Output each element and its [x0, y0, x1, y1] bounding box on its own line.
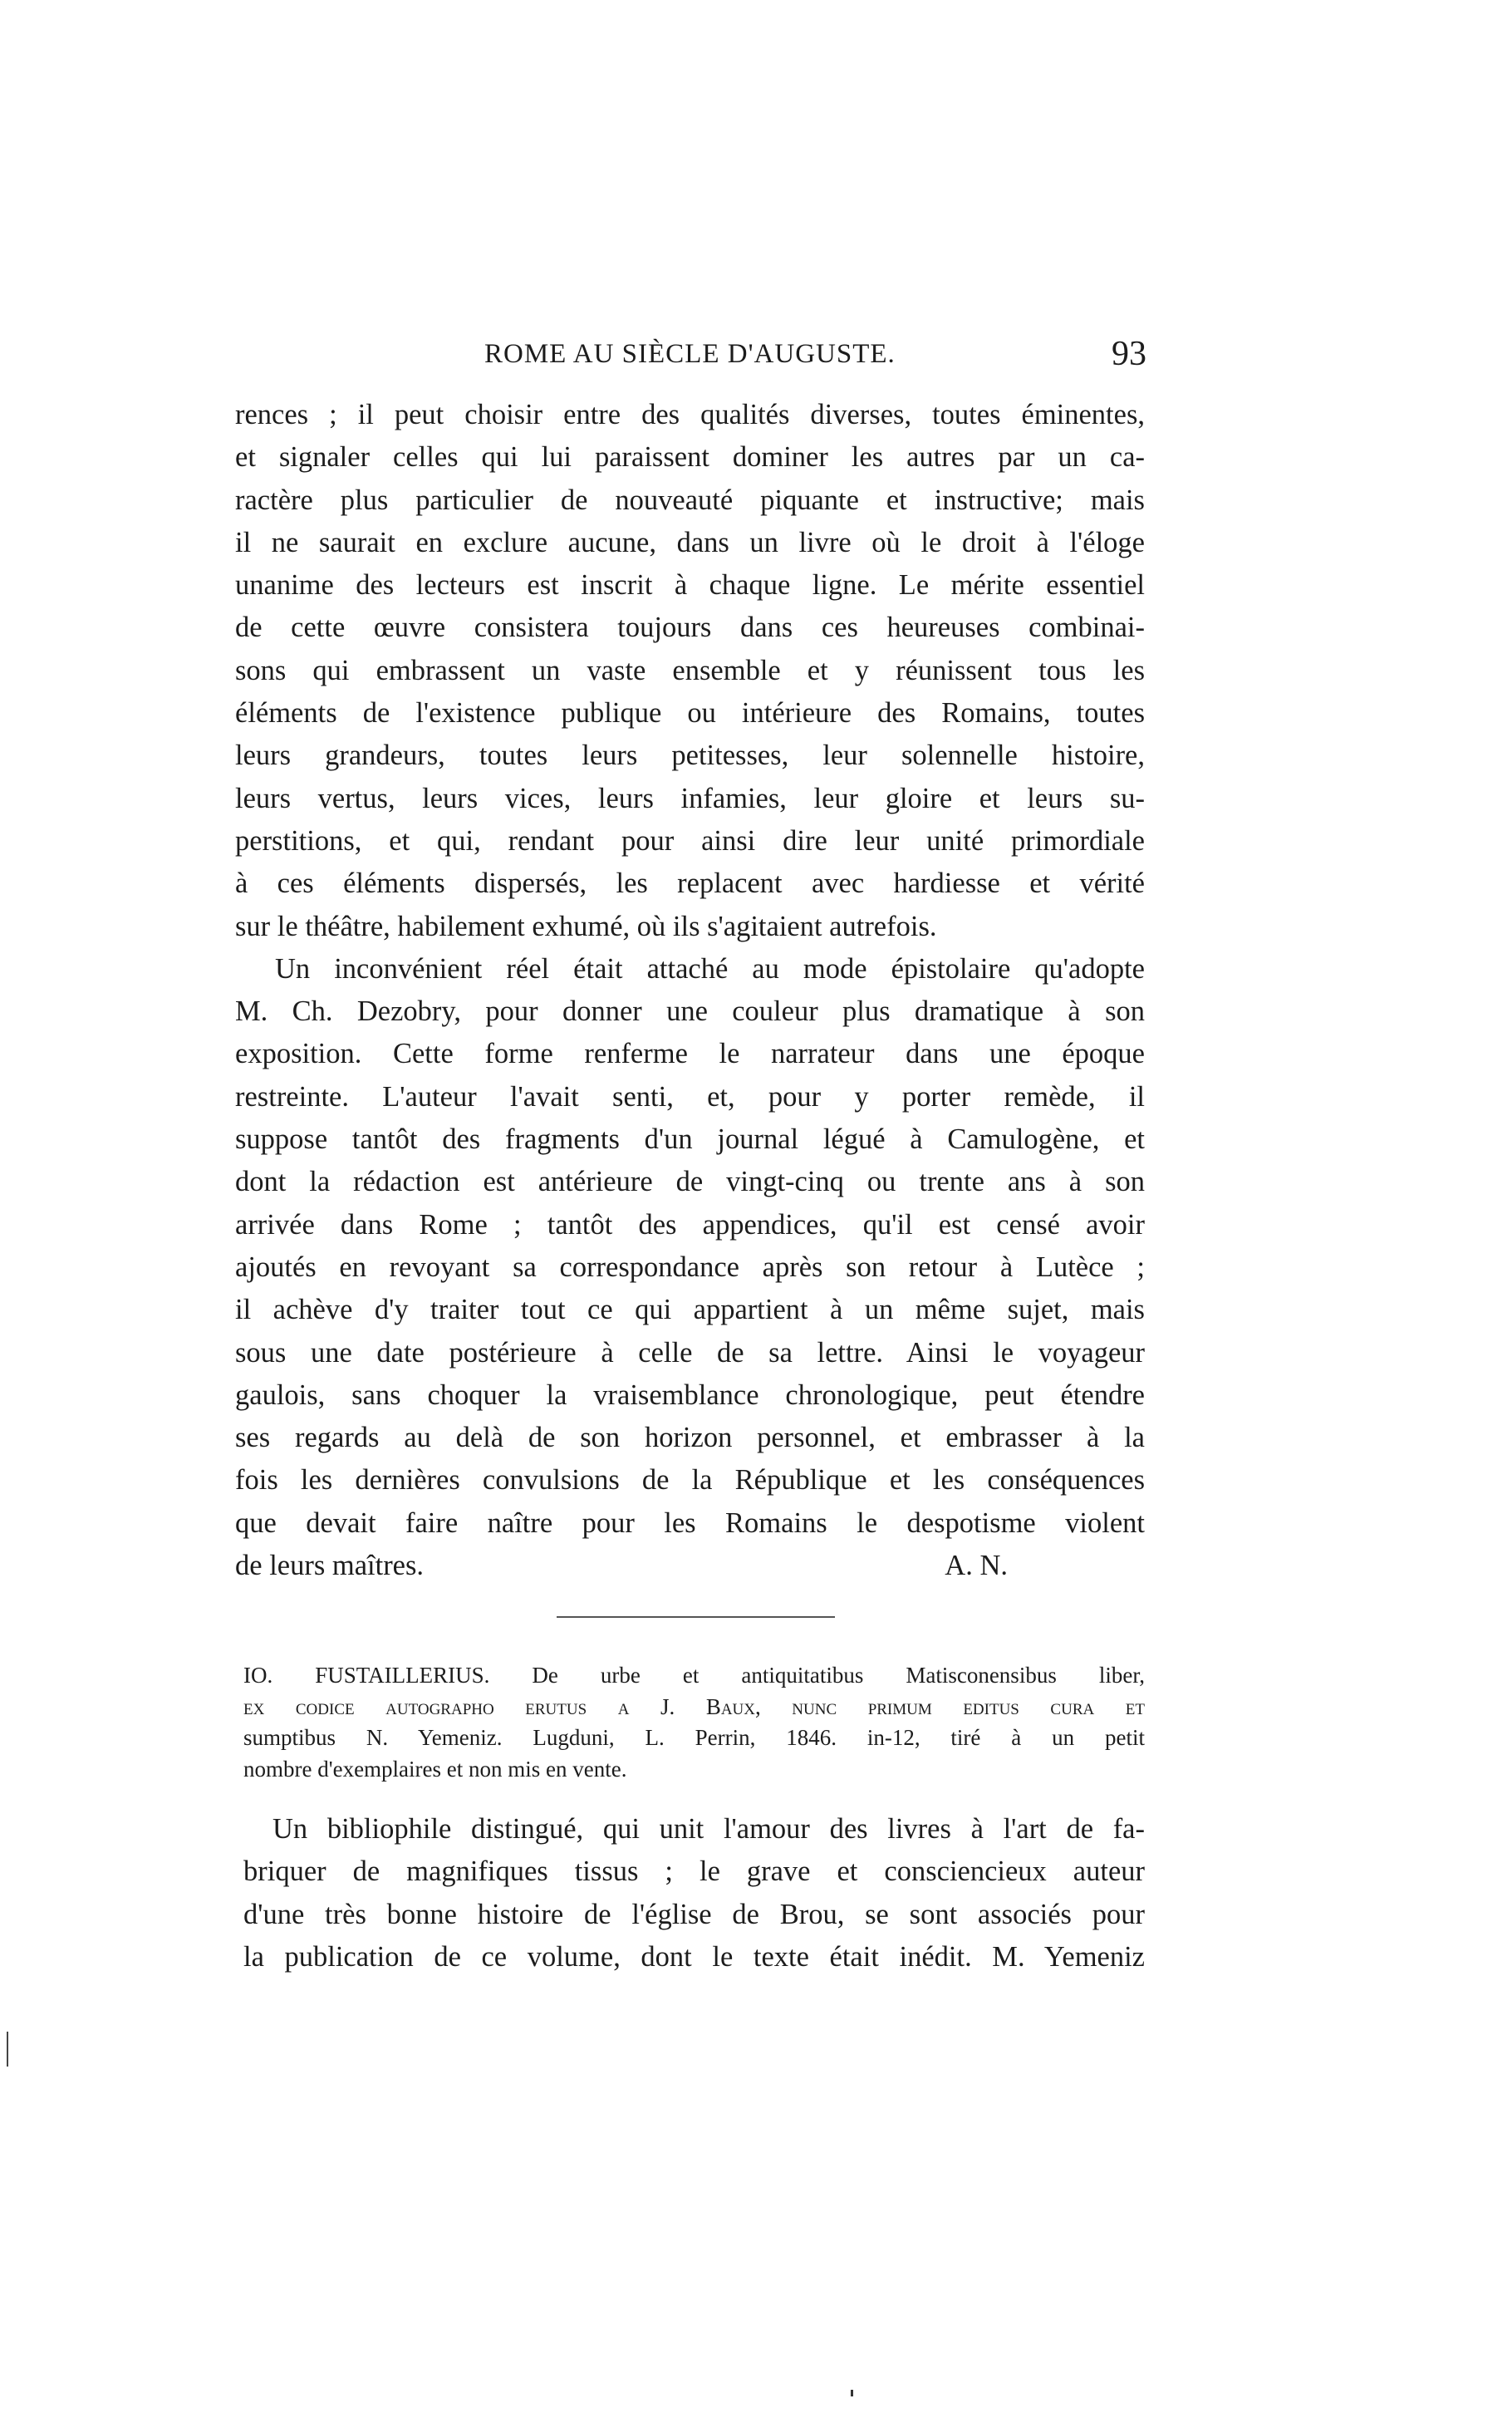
- signature-line: [235, 1545, 1145, 1587]
- text-line: restreinte. L'auteur l'avait senti, et, pour y porter remède, il: [235, 1080, 1145, 1113]
- text-line: d'une très bonne histoire de l'église de Brou, se sont associés pour: [243, 1898, 1145, 1930]
- text-line: arrivée dans Rome ; tantôt des appendices, qu'il est censé avoir: [235, 1208, 1145, 1241]
- text-line: sous une date postérieure à celle de sa lettre. Ainsi le voyageur: [235, 1336, 1145, 1369]
- text-line: éléments de l'existence publique ou intérieure des Romains, toutes: [235, 697, 1145, 730]
- scan-speck: [851, 2390, 853, 2396]
- text-line: gaulois, sans choquer la vraisemblance chronologique, peut étendre: [235, 1379, 1145, 1411]
- text-line: il ne saurait en exclure aucune, dans un livre où le droit à l'éloge: [235, 526, 1145, 558]
- text-line: rences ; il peut choisir entre des qualités diverses, toutes éminentes,: [235, 399, 1145, 430]
- section-divider: [557, 1616, 835, 1618]
- bibliographic-entry: [243, 1660, 1145, 1785]
- scan-margin-mark: [7, 2032, 8, 2067]
- text-line: sur le théâtre, habilement exhumé, où ils s'agitaient autrefois.: [235, 910, 937, 942]
- text-line: fois les dernières convulsions de la République et les conséquences: [235, 1464, 1145, 1497]
- bib-line: nombre d'exemplaires et non mis en vente.: [243, 1756, 627, 1782]
- text-line: à ces éléments dispersés, les replacent avec hardiesse et vérité: [235, 867, 1145, 900]
- text-line: la publication de ce volume, dont le texte était inédit. M. Yemeniz: [243, 1940, 1145, 1973]
- text-line: perstitions, et qui, rendant pour ainsi dire leur unité primordiale: [235, 824, 1145, 857]
- final-text: de leurs maîtres.: [235, 1550, 425, 1582]
- text-line: que devait faire naître pour les Romains le despotisme violent: [235, 1506, 1145, 1539]
- bib-line: ex codice autographo erutus a J. Baux, nunc primum editus cura et: [243, 1693, 1145, 1719]
- text-line: exposition. Cette forme renferme le narrateur dans une époque: [235, 1038, 1145, 1070]
- text-line: et signaler celles qui lui paraissent dominer les autres par un ca-: [235, 441, 1145, 474]
- review-body: [235, 394, 1145, 1587]
- text-line: briquer de magnifiques tissus ; le grave et consciencieux auteur: [243, 1855, 1145, 1888]
- text-line: leurs vertus, leurs vices, leurs infamies, leur gloire et leurs su-: [235, 782, 1145, 814]
- text-line: ses regards au delà de son horizon personnel, et embrasser à la: [235, 1422, 1145, 1454]
- page-number: 93: [1112, 335, 1146, 373]
- text-line: leurs grandeurs, toutes leurs petitesses, leur solennelle histoire,: [235, 740, 1145, 772]
- text-line: de cette œuvre consistera toujours dans ces heureuses combinai-: [235, 612, 1145, 644]
- text-line: Un bibliophile distingué, qui unit l'amour des livres à l'art de fa-: [272, 1813, 1145, 1845]
- text-line: Un inconvénient réel était attaché au mode épistolaire qu'adopte: [275, 952, 1145, 985]
- text-line: il achève d'y traiter tout ce qui appartient à un même sujet, mais: [235, 1294, 1145, 1326]
- text-line: suppose tantôt des fragments d'un journal légué à Camulogène, et: [235, 1123, 1145, 1156]
- text-line: ractère plus particulier de nouveauté piquante et instructive; mais: [235, 484, 1145, 516]
- text-line: sons qui embrassent un vaste ensemble et y réunissent tous les: [235, 654, 1145, 686]
- second-review-body: [243, 1808, 1145, 1978]
- text-line: ajoutés en revoyant sa correspondance après son retour à Lutèce ;: [235, 1251, 1145, 1283]
- text-line: unanime des lecteurs est inscrit à chaque ligne. Le mérite essentiel: [235, 569, 1145, 602]
- text-line: M. Ch. Dezobry, pour donner une couleur plus dramatique à son: [235, 995, 1145, 1028]
- bib-line: sumptibus N. Yemeniz. Lugduni, L. Perrin, 1846. in-12, tiré à un petit: [243, 1725, 1145, 1751]
- running-title: ROME AU SIÈCLE D'AUGUSTE.: [484, 339, 896, 369]
- text-line: dont la rédaction est antérieure de vingt-cinq ou trente ans à son: [235, 1166, 1145, 1198]
- author-signature: A. N.: [945, 1550, 1008, 1582]
- bib-line: IO. FUSTAILLERIUS. De urbe et antiquitatibus Matisconensibus liber,: [243, 1663, 1145, 1688]
